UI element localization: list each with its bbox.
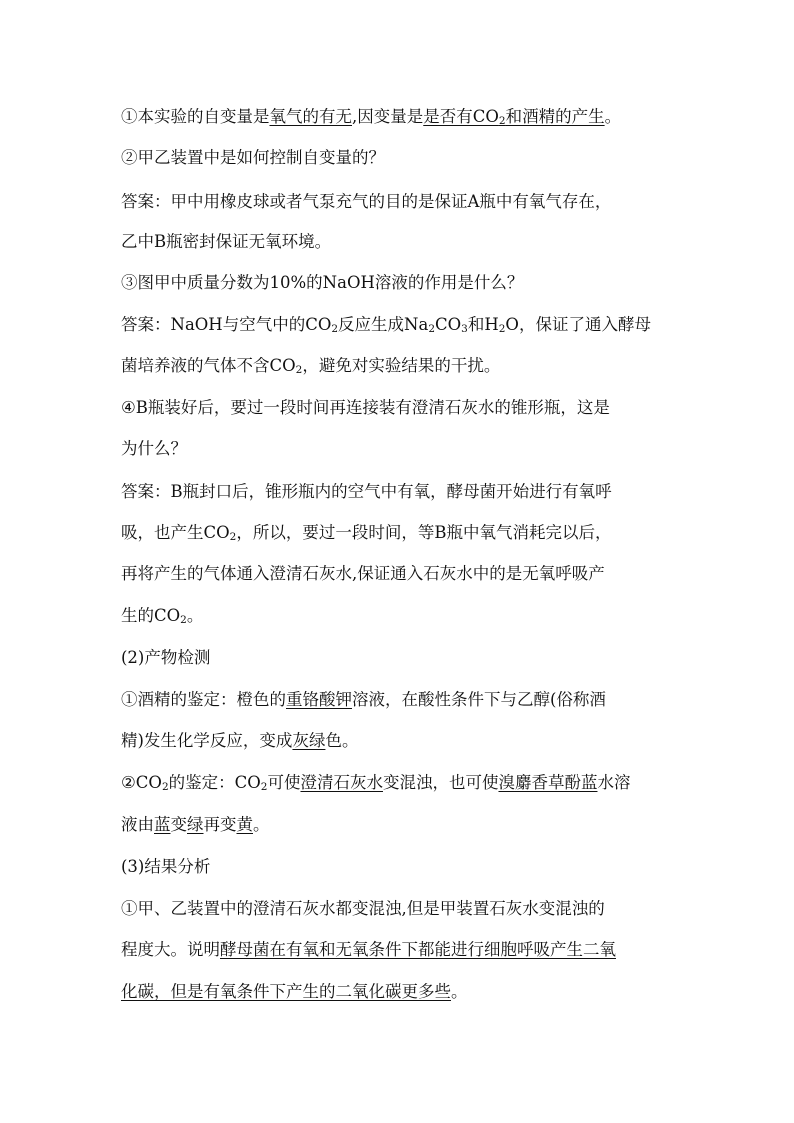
result-line-3 xyxy=(121,981,681,1003)
q4-question-line-1: ④B瓶装好后，要过一段时间再连接装有澄清石灰水的锥形瓶，这是 xyxy=(121,398,610,417)
text: 溶液，在酸性条件下与乙醇(俗称酒 xyxy=(352,690,606,709)
text: 菌培养液的气体不含CO xyxy=(121,356,296,375)
text: 色。 xyxy=(325,731,359,750)
subscript: 2 xyxy=(161,781,169,793)
subscript: 2 xyxy=(498,115,506,127)
subscript: 2 xyxy=(260,781,268,793)
subscript: 2 xyxy=(229,531,237,543)
text: 反应生成Na xyxy=(338,315,429,334)
reagent-name: 重铬酸钾 xyxy=(286,690,352,709)
alcohol-line-1 xyxy=(121,689,681,711)
result-line-2 xyxy=(121,939,681,961)
text: ，避免对实验结果的干扰。 xyxy=(302,356,501,375)
q2-question: ②甲乙装置中是如何控制自变量的？ xyxy=(121,148,385,167)
conclusion-underlined: 酵母菌在有氧和无氧条件下都能进行细胞呼吸产生二氧 xyxy=(220,940,616,959)
q4-answer-line-3: 再将产生的气体通入澄清石灰水,保证通入石灰水中的是无氧呼吸产 xyxy=(121,564,605,583)
q4-question-line-2: 为什么？ xyxy=(121,439,187,458)
color-blue: 蓝 xyxy=(154,815,171,834)
text: 和酒精的产生 xyxy=(505,107,605,126)
co2-line-2 xyxy=(121,814,681,836)
text: ,因变量是 xyxy=(352,107,424,126)
subscript: 2 xyxy=(180,614,187,626)
alcohol-line-2 xyxy=(121,730,681,752)
q4-answer-line-4 xyxy=(121,605,681,627)
text: 再变 xyxy=(203,815,237,834)
text: 生的CO xyxy=(121,606,181,625)
subscript: 2 xyxy=(331,323,339,335)
text: 程度大。说明 xyxy=(121,940,220,959)
subscript: 3 xyxy=(461,323,468,335)
color-green: 绿 xyxy=(187,815,204,834)
q2-answer-line-2: 乙中B瓶密封保证无氧环境。 xyxy=(121,232,332,251)
dependent-variable xyxy=(423,107,604,126)
text: 变混浊，也可使 xyxy=(382,773,499,792)
text: 的鉴定：CO xyxy=(168,773,261,792)
text: 。 xyxy=(186,606,204,625)
text: ②CO xyxy=(121,773,162,792)
text: 是否有CO xyxy=(423,107,499,126)
limewater-term: 澄清石灰水 xyxy=(300,773,383,792)
text: 答案：NaOH与空气中的CO xyxy=(121,315,332,334)
q3-answer-line-2 xyxy=(121,355,681,377)
text: CO xyxy=(435,315,462,334)
section-heading-analysis: (3)结果分析 xyxy=(121,857,211,876)
text: 水溶 xyxy=(597,773,631,792)
text: 可使 xyxy=(267,773,301,792)
text: 。 xyxy=(451,982,468,1001)
result-line-1: ①甲、乙装置中的澄清石灰水都变混浊,但是甲装置石灰水变混浊的 xyxy=(121,899,605,918)
subscript: 2 xyxy=(428,323,435,335)
text: 吸，也产生CO xyxy=(121,523,230,542)
text: ①本实验的自变量是 xyxy=(121,107,270,126)
text: ，所以，要过一段时间，等B瓶中氧气消耗完以后， xyxy=(236,523,612,542)
co2-line-1 xyxy=(121,772,681,794)
text: O，保证了通入酵母 xyxy=(505,315,651,334)
q4-answer-line-2 xyxy=(121,522,681,544)
q3-answer-line-1 xyxy=(121,314,681,336)
text: ①酒精的鉴定：橙色的 xyxy=(121,690,286,709)
text: 和H xyxy=(467,315,499,334)
conclusion-underlined: 化碳，但是有氧条件下产生的二氧化碳更多些 xyxy=(121,982,451,1001)
q3-question: ③图甲中质量分数为10%的NaOH溶液的作用是什么？ xyxy=(121,273,524,292)
q4-answer-line-1: 答案：B瓶封口后，锥形瓶内的空气中有氧，酵母菌开始进行有氧呼 xyxy=(121,482,612,501)
btb-term: 溴麝香草酚蓝 xyxy=(498,773,598,792)
q2-answer-line-1: 答案：甲中用橡皮球或者气泵充气的目的是保证A瓶中有氧气存在， xyxy=(121,192,612,211)
subscript: 2 xyxy=(498,323,506,335)
color-result: 灰绿 xyxy=(292,731,326,750)
section-heading-detection: (2)产物检测 xyxy=(121,648,211,667)
text: 液由 xyxy=(121,815,154,834)
independent-variable: 氧气的有无 xyxy=(269,107,352,126)
subscript: 2 xyxy=(295,364,303,376)
text: 变 xyxy=(170,815,187,834)
text: 。 xyxy=(253,815,270,834)
color-yellow: 黄 xyxy=(236,815,253,834)
q1-line xyxy=(121,106,681,128)
text: 。 xyxy=(604,107,622,126)
text: 精)发生化学反应，变成 xyxy=(121,731,293,750)
